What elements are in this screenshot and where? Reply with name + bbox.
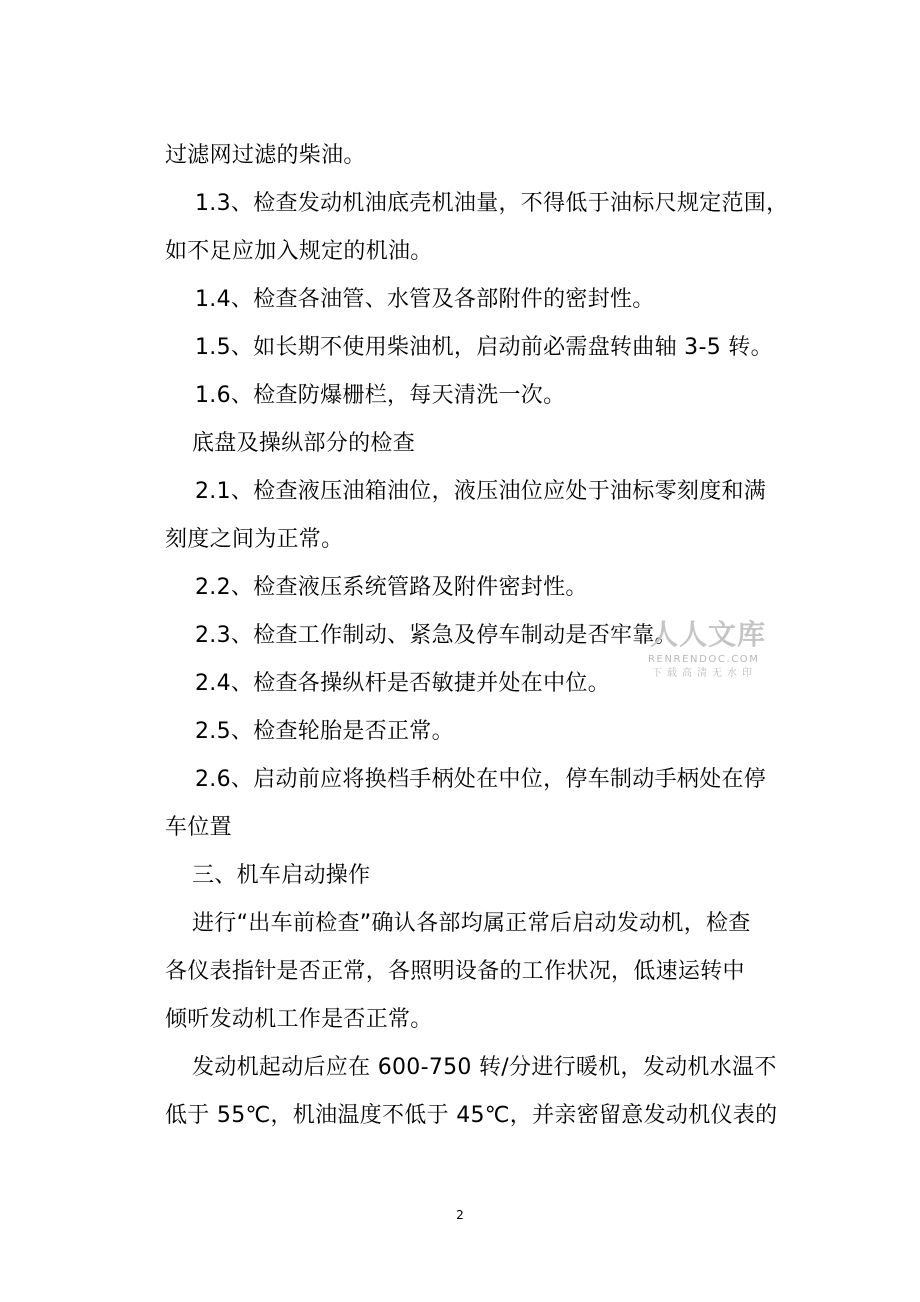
- watermark-site: RENRENDOC.COM: [648, 654, 760, 665]
- text-line: 进行“出车前检查”确认各部均属正常后启动发动机，检查: [192, 911, 751, 936]
- text-line: 1.4、检查各油管、水管及各部附件的密封性。: [195, 287, 655, 312]
- section-heading: 三、机车启动操作: [192, 863, 371, 888]
- watermark-title: 人人文库: [650, 618, 767, 651]
- section-heading: 底盘及操纵部分的检查: [192, 431, 416, 456]
- text-line: 车位置: [165, 815, 232, 840]
- text-line: 倾听发动机工作是否正常。: [165, 1007, 433, 1032]
- page-number: 2: [456, 1208, 464, 1222]
- text-line: 1.3、检查发动机油底壳机油量，不得低于油标尺规定范围，: [195, 191, 789, 216]
- text-line: 如不足应加入规定的机油。: [165, 239, 433, 264]
- text-line: 各仪表指针是否正常，各照明设备的工作状况，低速运转中: [165, 959, 745, 984]
- watermark-note: 下载高清无水印: [652, 668, 757, 679]
- text-line: 2.5、检查轮胎是否正常。: [195, 719, 454, 744]
- text-line: 2.6、启动前应将换档手柄处在中位，停车制动手柄处在停: [195, 767, 767, 792]
- text-line: 2.2、检查液压系统管路及附件密封性。: [195, 575, 588, 600]
- watermark-logo: [644, 618, 774, 688]
- text-line: 过滤网过滤的柴油。: [165, 143, 366, 168]
- text-line: 发动机起动后应在 600-750 转/分进行暖机，发动机水温不: [192, 1055, 777, 1080]
- text-line: 2.1、检查液压油箱油位，液压油位应处于油标零刻度和满: [195, 479, 767, 504]
- text-line: 低于 55℃，机油温度不低于 45℃，并亲密留意发动机仪表的: [165, 1103, 778, 1128]
- text-line: 刻度之间为正常。: [165, 527, 344, 552]
- text-line: 2.4、检查各操纵杆是否敏捷并处在中位。: [195, 671, 610, 696]
- text-line: 2.3、检查工作制动、紧急及停车制动是否牢靠。: [195, 623, 677, 648]
- text-line: 1.6、检查防爆栅栏，每天清洗一次。: [195, 383, 566, 408]
- text-line: 1.5、如长期不使用柴油机，启动前必需盘转曲轴 3-5 转。: [195, 335, 773, 360]
